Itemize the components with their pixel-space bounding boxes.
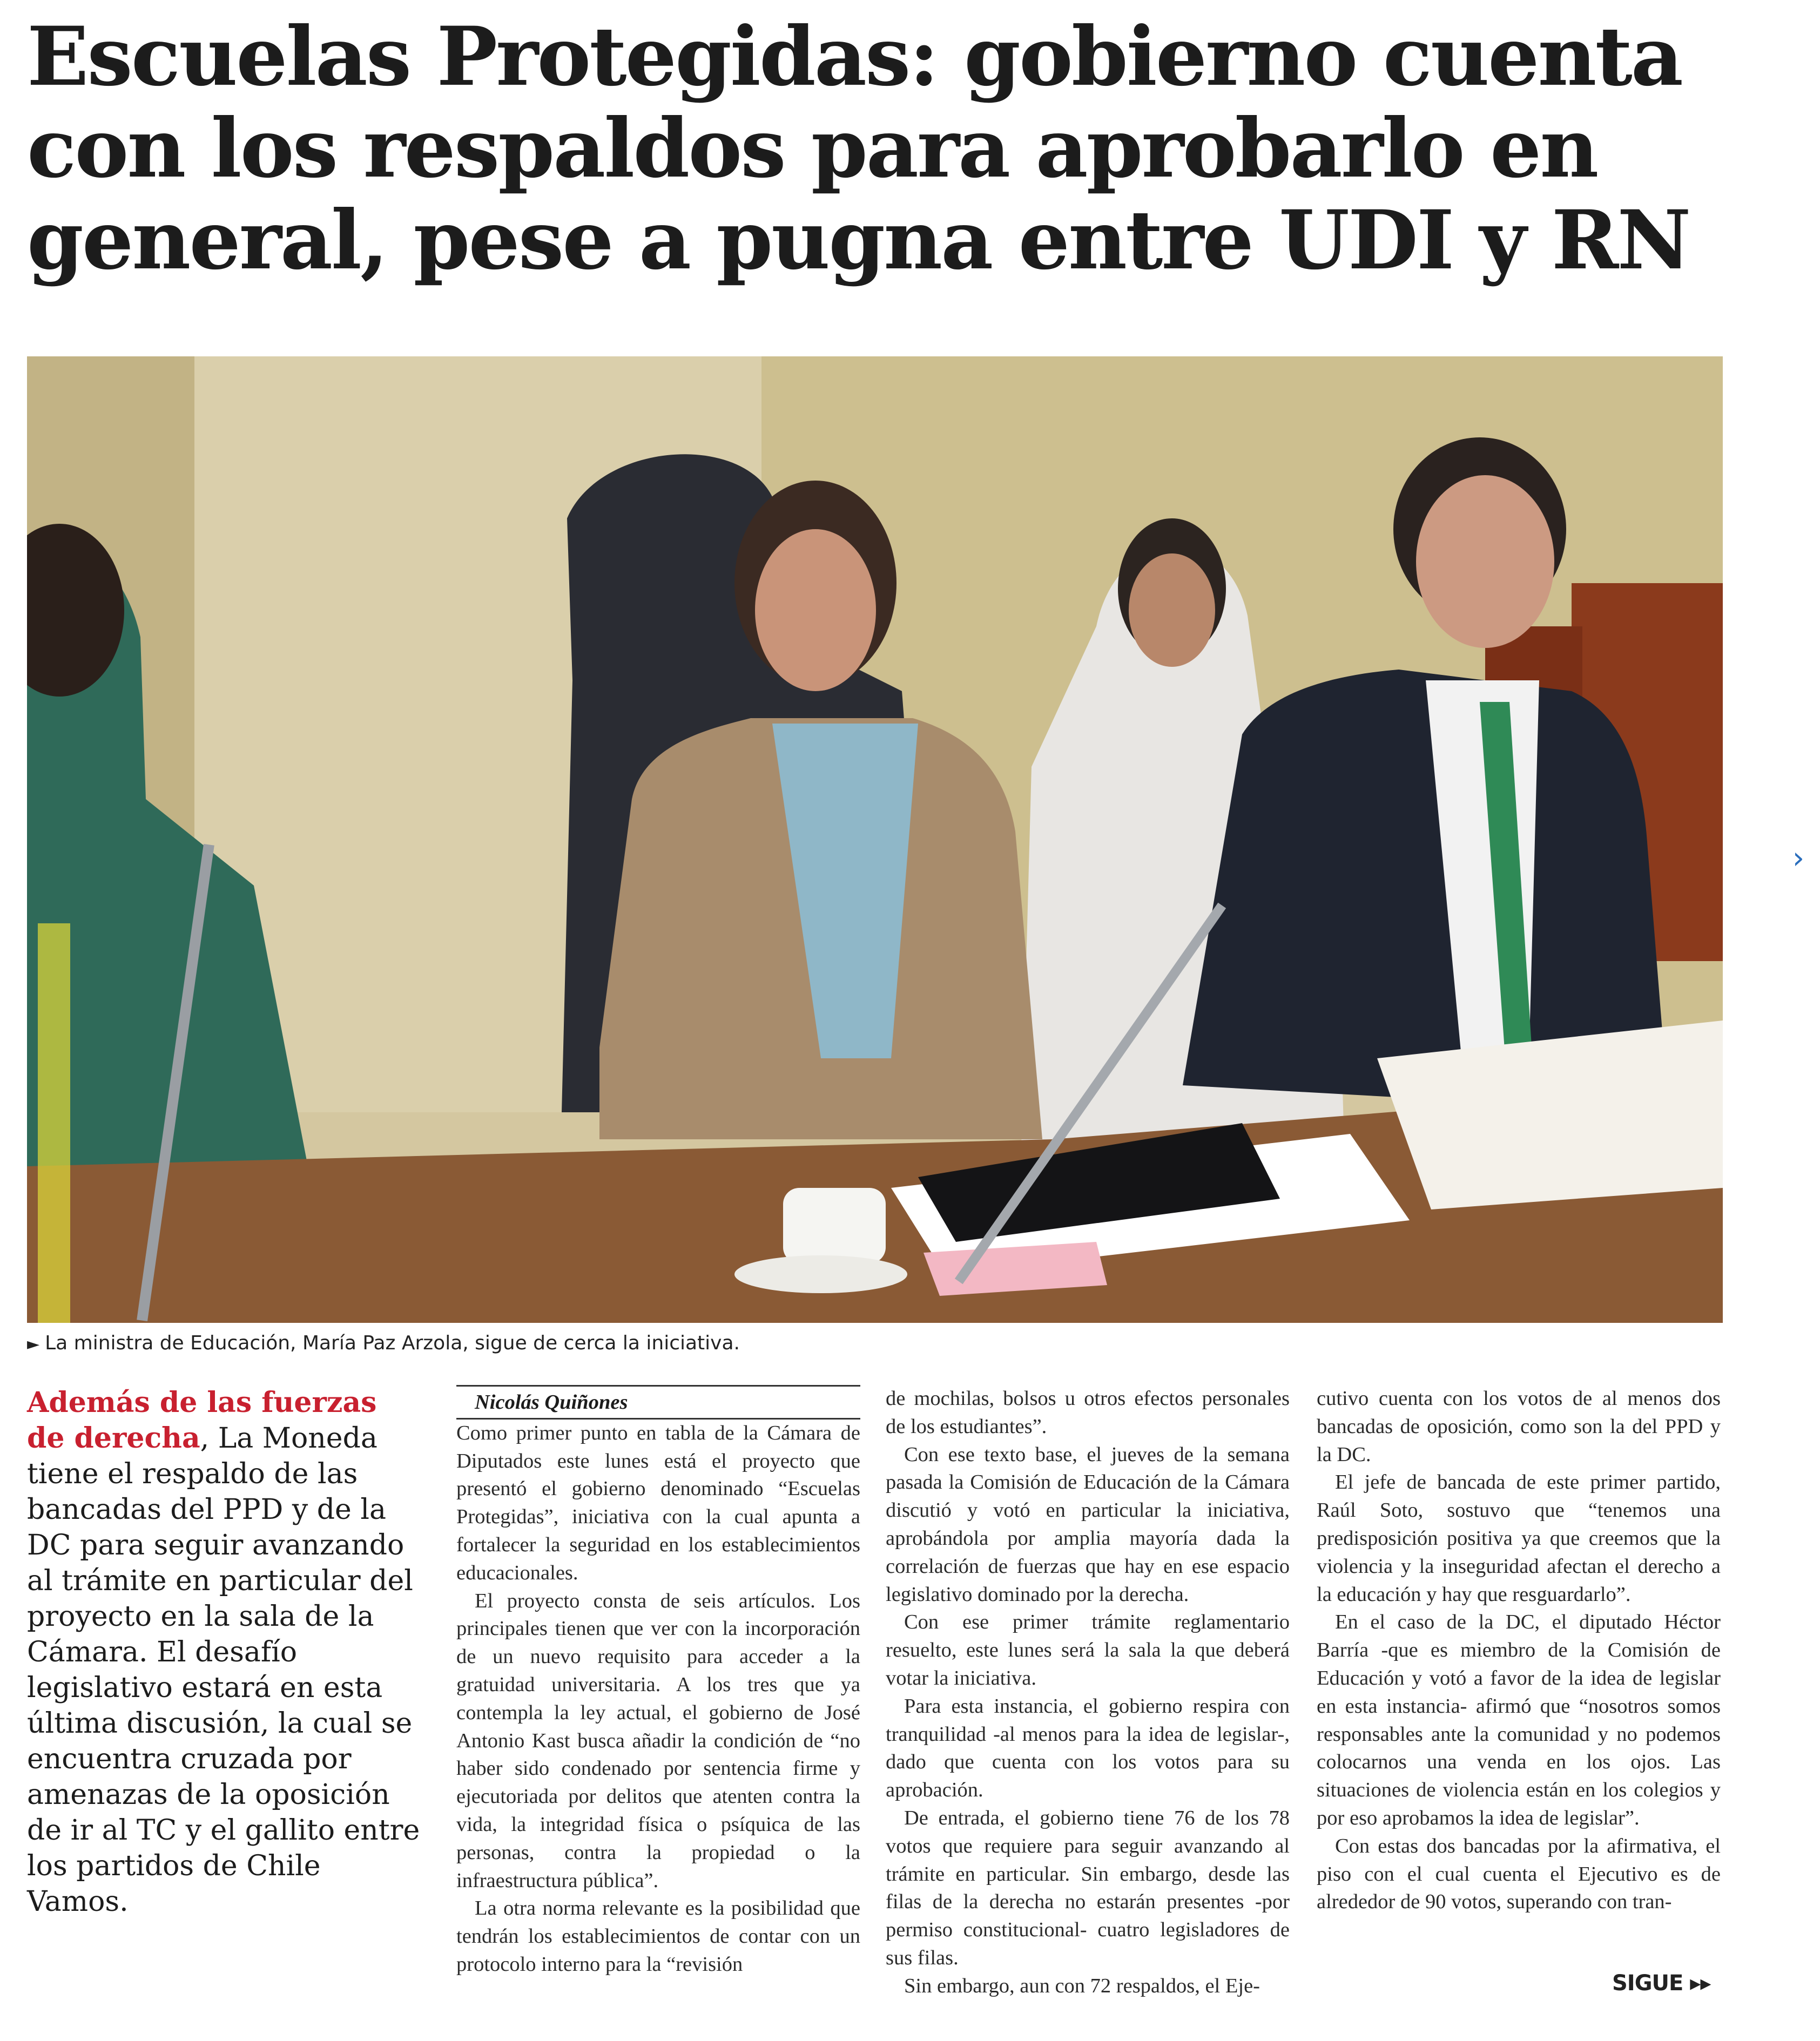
paragraph: De entrada, el gobierno tiene 76 de los 78 votos que requiere para seguir avanzando al trámite en particular. Sin embargo, desde las filas de la derecha no estarán presentes -por permiso constitucional- cuatro legisladores de sus filas. [886, 1806, 1290, 1969]
paragraph: El proyecto consta de seis artículos. Los principales tienen que ver con la incorporación de un nuevo requisito para acceder a la gratuidad universitaria. A los tres que ya contempla la ley actual, el gobierno de José Antonio Kast busca añadir la condición de “no haber sido condenado por sentencia firme y ejecutoriada por delitos que atenten contra la vida, la integridad física o psíquica de las personas, contra la propiedad o la infraestructura pública”. [456, 1589, 860, 1892]
paragraph: El jefe de bancada de este primer partido, Raúl Soto, sostuvo que “tenemos una predisposición positiva ya que creemos que la violencia y la inseguridad afectan el derecho a la educación y hay que resguardarlo”. [1317, 1471, 1721, 1606]
paragraph: Sin embargo, aun con 72 respaldos, el Eje- [904, 1974, 1260, 1997]
continue-link[interactable]: SIGUE ▸▸ [1612, 1971, 1711, 1996]
body-column-3 [1317, 1385, 1721, 1916]
body-column-1 [456, 1385, 860, 1979]
news-photo [27, 356, 1723, 1323]
headline: Escuelas Protegidas: gobierno cuenta con los respaldos para aprobarlo en general, pese a pugna entre UDI y RN [27, 9, 1690, 288]
body-column-2 [886, 1385, 1290, 2001]
lead-paragraph [27, 1385, 421, 1920]
lead-text: , La Moneda tiene el respaldo de las bancadas del PPD y de la DC para seguir avanzando al trámite en particular del proyecto en la sala de la Cámara. El desafío legislativo estará en esta última discusión, la cual se encuentra cruzada por amenazas de la oposición de ir al TC y el gallito entre los partidos de Chile Vamos. [27, 1422, 420, 1918]
paragraph: La otra norma relevante es la posibilidad que tendrán los establecimientos de contar con un protocolo interno para la “revisión [456, 1897, 860, 1976]
paragraph: Para esta instancia, el gobierno respira con tranquilidad -al menos para la idea de legislar-, dado que cuenta con los votos para su aprobación. [886, 1694, 1290, 1802]
photo-caption [27, 1331, 1723, 1357]
paragraph: Con estas dos bancadas por la afirmativa, el piso con el cual cuenta el Ejecutivo es de alrededor de 90 votos, superando con tran- [1317, 1834, 1721, 1914]
paragraph: Con ese texto base, el jueves de la semana pasada la Comisión de Educación de la Cámara discutió y votó en particular la iniciativa, aprobándola por amplia mayoría dada la correlación de fuerzas que hay en ese espacio legislativo dominado por la derecha. [886, 1443, 1290, 1606]
paragraph: de mochilas, bolsos u otros efectos personales de los estudiantes”. [886, 1387, 1290, 1438]
paragraph: En el caso de la DC, el diputado Héctor Barría -que es miembro de la Comisión de Educación y votó a favor de la idea de legislar en esta instancia- afirmó que “nosotros somos responsables ante la comunidad y no podemos colocarnos una venda en los ojos. Las situaciones de violencia están en los colegios y por eso aprobamos la idea de legislar”. [1317, 1611, 1721, 1829]
byline: Nicolás Quiñones [456, 1385, 860, 1420]
lead-kicker: Además de las fuerzas de derecha [27, 1386, 377, 1455]
paragraph: Como primer punto en tabla de la Cámara de Diputados este lunes está el proyecto que presentó el gobierno denominado “Escuelas Protegidas”, iniciativa con la cual apunta a fortalecer la seguridad en los establecimientos educacionales. [456, 1421, 860, 1584]
triangle-right-icon: ► [27, 1335, 40, 1354]
chevron-right-icon[interactable]: › [1792, 841, 1805, 876]
paragraph: cutivo cuenta con los votos de al menos dos bancadas de oposición, como son la del PPD y la DC. [1317, 1387, 1721, 1466]
paragraph: Con ese primer trámite reglamentario resuelto, este lunes será la sala la que deberá votar la iniciativa. [886, 1611, 1290, 1689]
caption-text: La ministra de Educación, María Paz Arzola, sigue de cerca la iniciativa. [45, 1332, 740, 1354]
